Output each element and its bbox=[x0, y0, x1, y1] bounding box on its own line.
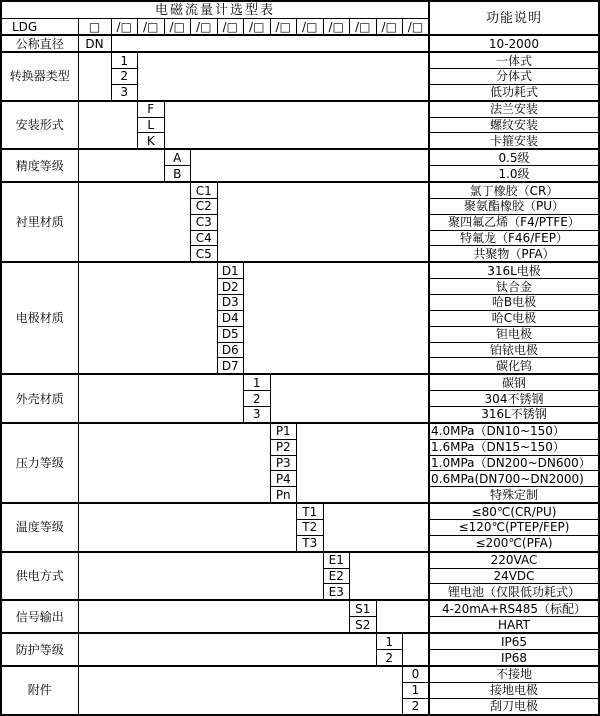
spacer bbox=[164, 101, 429, 150]
option-code-cell: C4 bbox=[191, 230, 218, 246]
option-description: IP65 bbox=[429, 633, 599, 649]
group-label: 电极材质 bbox=[1, 262, 78, 374]
option-code-cell: 2 bbox=[111, 68, 138, 84]
model-segment-box: /□ bbox=[323, 19, 350, 35]
option-description: 聚氨酯橡胶（PU） bbox=[429, 199, 599, 215]
option-description: 1.6MPa（DN15~150） bbox=[429, 439, 599, 455]
spacer bbox=[350, 552, 430, 601]
spacer bbox=[138, 52, 430, 101]
option-description: 法兰安装 bbox=[429, 101, 599, 117]
option-code-cell: E2 bbox=[323, 568, 350, 584]
option-code-cell: K bbox=[138, 133, 165, 149]
option-code-cell: 1 bbox=[244, 374, 271, 390]
option-code-cell: D7 bbox=[217, 358, 244, 374]
option-description: ≤200℃(PFA) bbox=[429, 535, 599, 551]
option-code-cell: L bbox=[138, 117, 165, 133]
option-description: IP68 bbox=[429, 650, 599, 666]
option-description: ≤120℃(PTEP/FEP) bbox=[429, 520, 599, 536]
option-code-cell: F bbox=[138, 101, 165, 117]
spacer bbox=[78, 182, 191, 262]
option-code-cell: E3 bbox=[323, 584, 350, 600]
option-description: 螺纹安装 bbox=[429, 117, 599, 133]
spacer bbox=[78, 101, 138, 150]
option-description: 铂铱电极 bbox=[429, 342, 599, 358]
option-description: 24VDC bbox=[429, 568, 599, 584]
option-description: 碳化钨 bbox=[429, 358, 599, 374]
function-column-header: 功能说明 bbox=[429, 1, 599, 35]
model-segment-box: /□ bbox=[138, 19, 165, 35]
spacer bbox=[78, 52, 111, 101]
spacer bbox=[78, 633, 376, 666]
option-code-cell: D4 bbox=[217, 310, 244, 326]
spacer bbox=[297, 423, 430, 503]
option-description: 钛合金 bbox=[429, 279, 599, 295]
spacer bbox=[78, 503, 297, 552]
option-code-cell: E1 bbox=[323, 552, 350, 568]
option-description: 共聚物（PFA） bbox=[429, 246, 599, 262]
option-code-cell: C1 bbox=[191, 182, 218, 198]
option-code-cell: 3 bbox=[111, 84, 138, 100]
option-description: 304不锈钢 bbox=[429, 391, 599, 407]
group-label-diameter: 公称直径 bbox=[1, 35, 78, 52]
option-description: 不接地 bbox=[429, 666, 599, 682]
group-label: 外壳材质 bbox=[1, 374, 78, 423]
option-code-cell: T1 bbox=[297, 503, 324, 519]
model-segment-box: /□ bbox=[297, 19, 324, 35]
option-description: 刮刀电极 bbox=[429, 698, 599, 715]
spacer bbox=[78, 600, 350, 633]
group-label: 信号输出 bbox=[1, 600, 78, 633]
diameter-code-cell: DN bbox=[78, 35, 111, 52]
group-label: 供电方式 bbox=[1, 552, 78, 601]
diameter-description: 10-2000 bbox=[429, 35, 599, 52]
option-description: 哈C电极 bbox=[429, 310, 599, 326]
option-code-cell: D3 bbox=[217, 295, 244, 311]
option-description: 哈B电极 bbox=[429, 295, 599, 311]
group-label: 防护等级 bbox=[1, 633, 78, 666]
option-code-cell: C5 bbox=[191, 246, 218, 262]
model-segment-box: /□ bbox=[376, 19, 403, 35]
option-code-cell: P4 bbox=[270, 471, 297, 487]
option-code-cell: P3 bbox=[270, 455, 297, 471]
option-description: 特殊定制 bbox=[429, 487, 599, 503]
group-label: 安装形式 bbox=[1, 101, 78, 150]
spacer bbox=[376, 600, 429, 633]
option-description: 4.0MPa（DN10~150） bbox=[429, 423, 599, 439]
option-code-cell: 1 bbox=[376, 633, 403, 649]
model-segment-box: /□ bbox=[191, 19, 218, 35]
model-segment-box: /□ bbox=[350, 19, 377, 35]
group-label: 精度等级 bbox=[1, 149, 78, 182]
option-description: 氯丁橡胶（CR） bbox=[429, 182, 599, 198]
option-code-cell: Pn bbox=[270, 487, 297, 503]
option-code-cell: 1 bbox=[111, 52, 138, 68]
model-base-box: □ bbox=[78, 19, 111, 35]
option-description: 碳钢 bbox=[429, 374, 599, 390]
option-code-cell: 3 bbox=[244, 406, 271, 422]
spacer bbox=[111, 35, 429, 52]
option-code-cell: 2 bbox=[244, 391, 271, 407]
option-code-cell: B bbox=[164, 166, 191, 182]
model-prefix: LDG bbox=[1, 19, 78, 35]
group-label: 压力等级 bbox=[1, 423, 78, 503]
model-segment-box: /□ bbox=[244, 19, 271, 35]
spacer bbox=[78, 552, 323, 601]
option-code-cell: P1 bbox=[270, 423, 297, 439]
option-code-cell: D1 bbox=[217, 262, 244, 278]
option-code-cell: D6 bbox=[217, 342, 244, 358]
option-code-cell: C3 bbox=[191, 214, 218, 230]
spacer bbox=[403, 633, 430, 666]
option-description: 锂电池（仅限低功耗式） bbox=[429, 584, 599, 600]
option-code-cell: P2 bbox=[270, 439, 297, 455]
option-description: 钽电极 bbox=[429, 326, 599, 342]
option-code-cell: S1 bbox=[350, 600, 377, 616]
option-description: 220VAC bbox=[429, 552, 599, 568]
option-code-cell: C2 bbox=[191, 199, 218, 215]
spacer bbox=[323, 503, 429, 552]
option-code-cell: D5 bbox=[217, 326, 244, 342]
group-label: 温度等级 bbox=[1, 503, 78, 552]
option-code-cell: D2 bbox=[217, 279, 244, 295]
option-description: 接地电极 bbox=[429, 682, 599, 698]
option-description: 聚四氟乙烯（F4/PTFE） bbox=[429, 214, 599, 230]
spacer bbox=[270, 374, 429, 423]
option-description: 分体式 bbox=[429, 68, 599, 84]
option-description: 4-20mA+RS485（标配） bbox=[429, 600, 599, 616]
spacer bbox=[78, 149, 164, 182]
option-description: 316L不锈钢 bbox=[429, 406, 599, 422]
option-code-cell: A bbox=[164, 149, 191, 165]
model-segment-box: /□ bbox=[403, 19, 430, 35]
spacer bbox=[191, 149, 430, 182]
model-segment-box: /□ bbox=[270, 19, 297, 35]
option-description: HART bbox=[429, 617, 599, 633]
group-label: 附件 bbox=[1, 666, 78, 715]
option-code-cell: S2 bbox=[350, 617, 377, 633]
option-description: 低功耗式 bbox=[429, 84, 599, 100]
option-code-cell: 2 bbox=[403, 698, 430, 715]
option-code-cell: 1 bbox=[403, 682, 430, 698]
option-description: ≤80℃(CR/PU) bbox=[429, 503, 599, 519]
option-description: 0.5级 bbox=[429, 149, 599, 165]
group-label: 衬里材质 bbox=[1, 182, 78, 262]
option-description: 一体式 bbox=[429, 52, 599, 68]
option-code-cell: 0 bbox=[403, 666, 430, 682]
spacer bbox=[78, 262, 217, 374]
option-description: 1.0MPa（DN200~DN600） bbox=[429, 455, 599, 471]
option-description: 0.6MPa(DN700~DN2000) bbox=[429, 471, 599, 487]
option-description: 特氟龙（F46/FEP） bbox=[429, 230, 599, 246]
option-description: 卡箍安装 bbox=[429, 133, 599, 149]
option-code-cell: T2 bbox=[297, 520, 324, 536]
option-description: 316L电极 bbox=[429, 262, 599, 278]
spacer bbox=[78, 374, 244, 423]
spacer bbox=[217, 182, 429, 262]
spacer bbox=[244, 262, 430, 374]
model-segment-box: /□ bbox=[217, 19, 244, 35]
option-code-cell: T3 bbox=[297, 535, 324, 551]
option-description: 1.0级 bbox=[429, 166, 599, 182]
model-segment-box: /□ bbox=[111, 19, 138, 35]
option-code-cell: 2 bbox=[376, 650, 403, 666]
spacer bbox=[78, 423, 270, 503]
table-title: 电磁流量计选型表 bbox=[1, 1, 429, 19]
model-segment-box: /□ bbox=[164, 19, 191, 35]
group-label: 转换器类型 bbox=[1, 52, 78, 101]
spacer bbox=[78, 666, 403, 715]
